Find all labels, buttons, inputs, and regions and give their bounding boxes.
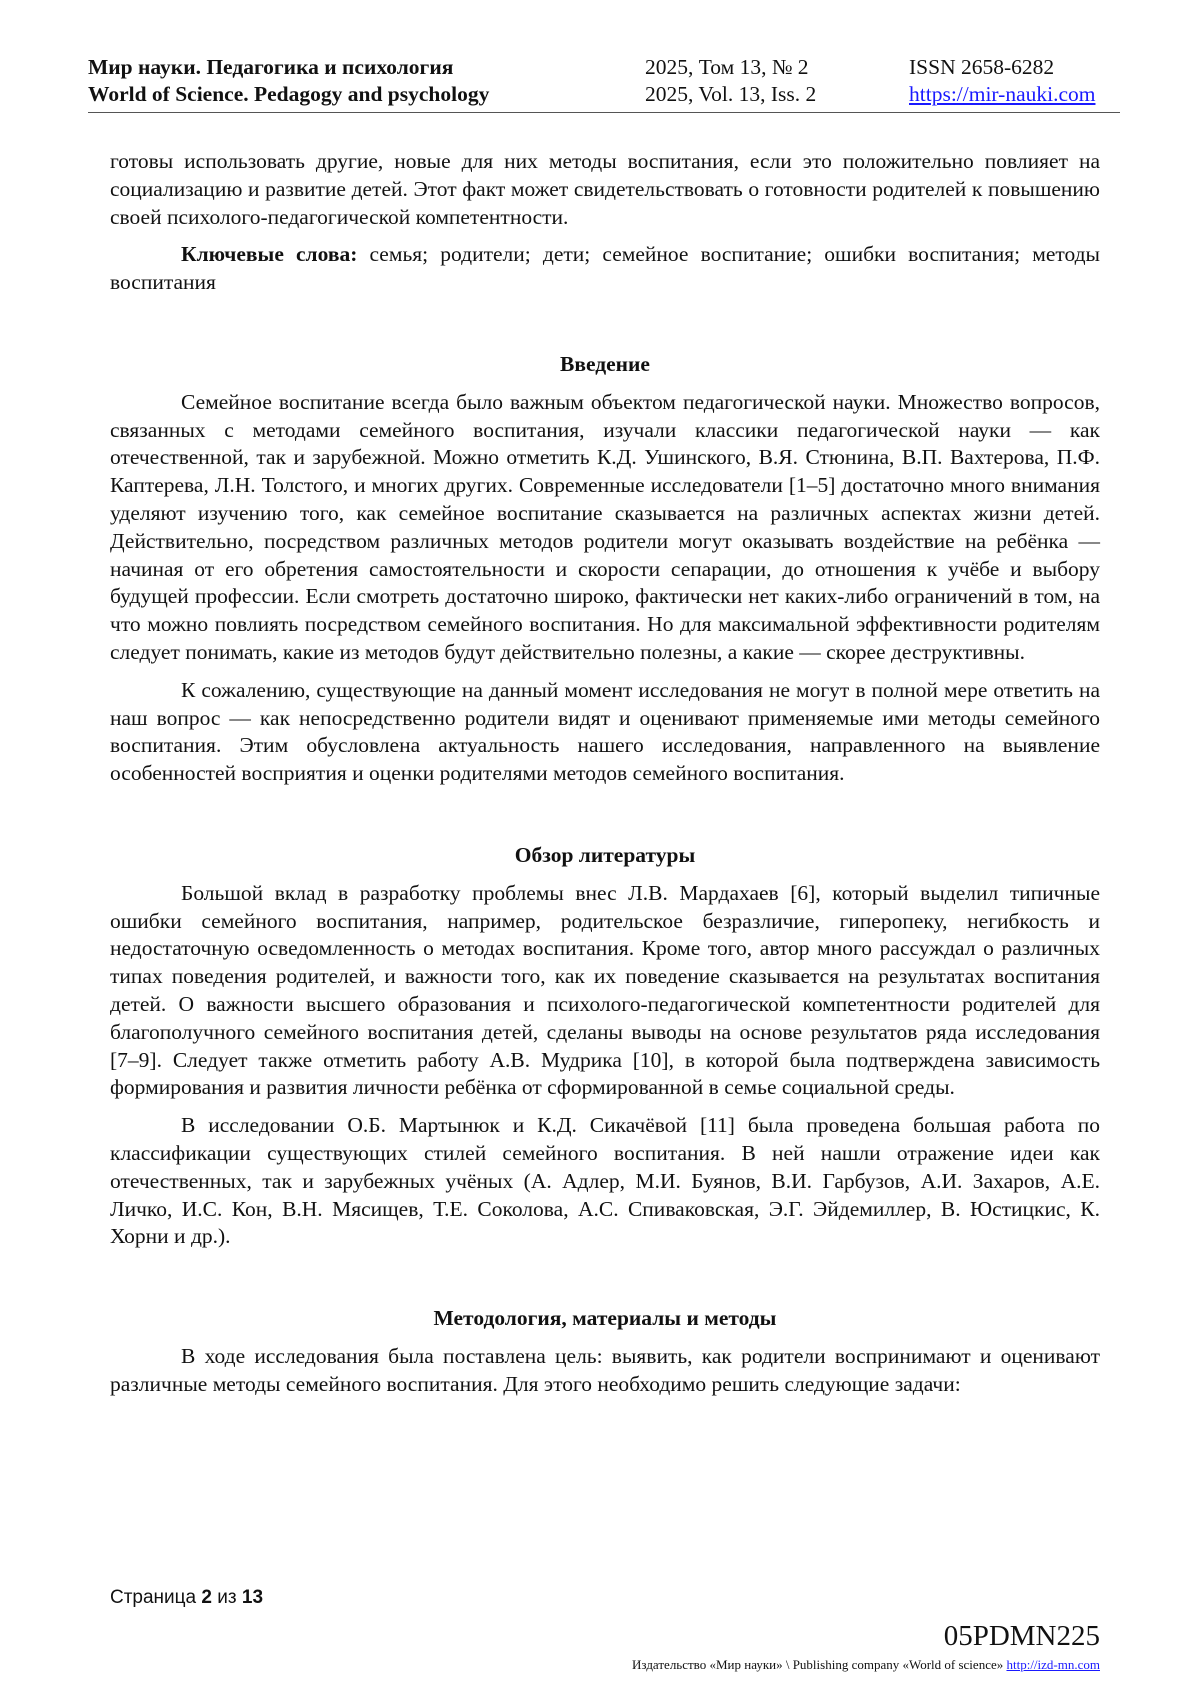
intro-paragraph-1: Семейное воспитание всегда было важным объектом педагогической науки. Множество вопросов, связанных с методами семейного воспитания, изучали классики педагогической науки — как отечественной, так и зарубежной. Можно отметить К.Д. Ушинского, В.Я. Стюнина, В.П. Вахтерова, П.Ф. Каптерева, Л.Н. Толстого, и многих других. Современные исследователи [1–5] достаточно много внимания уделяют изучению того, как семейное воспитание сказывается на различных аспектах жизни детей. Действительно, посредством различных методов родители могут оказывать воздействие на ребёнка — начиная от его обретения самостоятельности и скорости сепарации, до отношения к учёбе и выбору будущей профессии. Если смотреть достаточно широко, фактически нет каких-либо ограничений в том, на что можно повлиять посредством семейного воспитания. Но для максимальной эффективности родителям следует понимать, какие из методов будут действительно полезны, а какие — скорее деструктивны. xyxy=(110,389,1100,664)
page-total: 13 xyxy=(241,1587,264,1608)
article-code: 05PDMN225 xyxy=(943,1620,1100,1652)
intro-paragraph-2: К сожалению, существующие на данный момент исследования не могут в полной мере ответить на наш вопрос — как непосредственно родители видят и оценивают применяемые ими методы семейного воспитания. Этим обусловлена актуальность нашего исследования, направленного на выявление особенностей восприятия и оценки родителями методов семейного воспитания. xyxy=(110,677,1100,786)
review-paragraph-1: Большой вклад в разработку проблемы внес Л.В. Мардахаев [6], который выделил типичные ошибки семейного воспитания, например, родительское безразличие, гиперопеку, негибкость и недостаточную осведомленность о методах воспитания. Кроме того, автор много рассуждал о различных типах поведения родителей, и важности того, как их поведение сказывается на результатах воспитания детей. О важности высшего образования и психолого-педагогической компетентности родителей для благополучного семейного воспитания детей, сделаны выводы на основе результатов ряда исследования [7–9]. Следует также отметить работу А.В. Мудрика [10], в которой была подтверждена зависимость формирования и развития личности ребёнка от сформированной в семье социальной среды. xyxy=(110,880,1100,1100)
keywords xyxy=(110,241,1100,297)
issn: ISSN 2658-6282 xyxy=(909,55,1055,79)
review-paragraph-2: В исследовании О.Б. Мартынюк и К.Д. Сикачёвой [11] была проведена большая работа по классификации существующих стилей семейного воспитания. В ней нашли отражение идеи как отечественных, так и зарубежных учёных (А. Адлер, М.И. Буянов, В.И. Гарбузов, А.И. Захаров, А.Е. Личко, И.С. Кон, В.Н. Мясищев, Т.Е. Соколова, А.С. Спиваковская, Э.Г. Эйдемиллер, В. Юстицкис, К. Хорни и др.). xyxy=(110,1113,1100,1249)
keywords-label: Ключевые слова: xyxy=(181,242,358,267)
methods-paragraph-1: В ходе исследования была поставлена цель: выявить, как родители воспринимают и оценивают различные методы семейного воспитания. Для этого необходимо решить следующие задачи: xyxy=(110,1343,1100,1396)
section-title-methods: Методология, материалы и методы xyxy=(433,1306,777,1331)
keywords-text: семья; родители; дети; семейное воспитание; ошибки воспитания; методы воспитания xyxy=(110,242,1100,295)
article-body xyxy=(110,148,1100,1408)
section-title-intro: Введение xyxy=(560,351,650,376)
page-header xyxy=(88,52,1120,113)
page-of-word: из xyxy=(211,1587,242,1608)
journal-title-en: World of Science. Pedagogy and psychology xyxy=(88,82,490,106)
journal-link[interactable]: https://mir-nauki.com xyxy=(909,82,1096,106)
issue-en: 2025, Vol. 13, Iss. 2 xyxy=(645,82,817,106)
page-word: Страница xyxy=(110,1587,202,1608)
page-number xyxy=(110,1587,263,1609)
abstract-end: готовы использовать другие, новые для них методы воспитания, если это положительно повлияет на социализацию и развитие детей. Этот факт может свидетельствовать о готовности родителей к повышению своей психолого-педагогической компетентности. xyxy=(110,149,1100,229)
section-title-review: Обзор литературы xyxy=(514,842,696,867)
publisher-line xyxy=(632,1657,1100,1673)
issue-ru: 2025, Том 13, № 2 xyxy=(645,55,809,79)
journal-title-ru: Мир науки. Педагогика и психология xyxy=(88,55,454,79)
issue-info xyxy=(645,54,816,108)
issn-block xyxy=(909,54,1095,108)
journal-title xyxy=(88,54,489,108)
publisher-link[interactable]: http://izd-mn.com xyxy=(1006,1657,1100,1672)
page-current: 2 xyxy=(201,1587,212,1608)
publisher-text: Издательство «Мир науки» \ Publishing company «World of science» xyxy=(632,1657,1007,1672)
